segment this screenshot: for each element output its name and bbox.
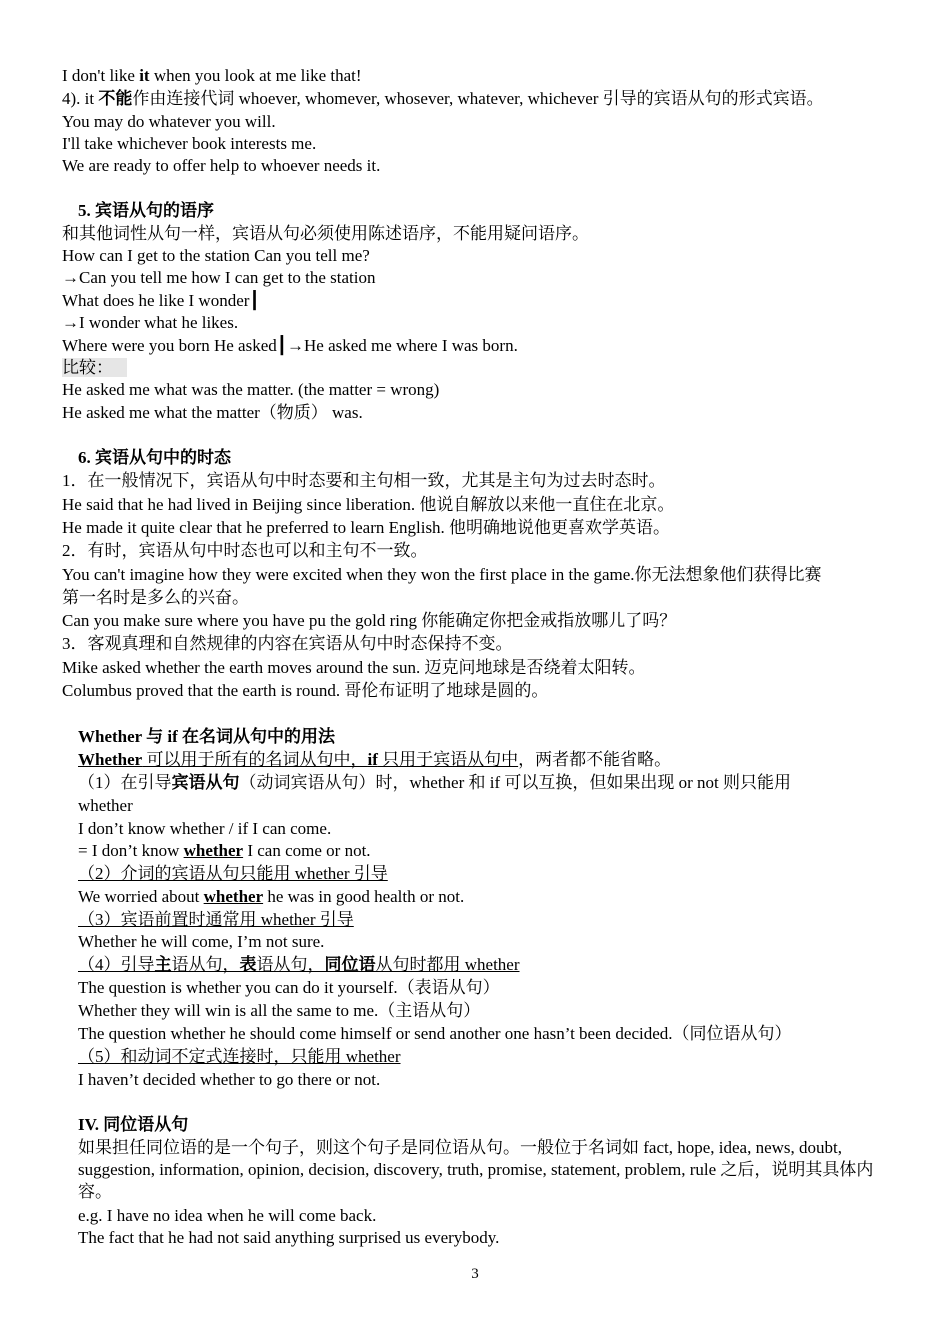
example-line: The fact that he had not said anything surprised us everybody. bbox=[78, 1228, 500, 1247]
example-line: I'll take whichever book interests me. bbox=[62, 134, 317, 153]
example-line: Whether they will win is all the same to me.（主语从句） bbox=[78, 1001, 481, 1020]
example-line: The question whether he should come himself or send another one hasn’t been decided.（同位语从句） bbox=[78, 1024, 792, 1043]
paragraph: 如果担任同位语的是一个句子，则这个句子是同位语从句。一般位于名词如 fact, hope, idea, news, doubt, suggestion, information, opinion, decision, discovery, truth, promise, statement, problem, rule 之后，说明其具体内容。 bbox=[78, 1138, 874, 1201]
text-line: 和其他词性从句一样，宾语从句必须使用陈述语序，不能用疑问语序。 bbox=[62, 224, 589, 243]
example-line: We are ready to offer help to whoever needs it. bbox=[62, 156, 381, 175]
text-line: 3．客观真理和自然规律的内容在宾语从句中时态保持不变。 bbox=[62, 634, 513, 653]
text-line: Can you make sure where you have pu the gold ring 你能确定你把金戒指放哪儿了吗？ bbox=[62, 611, 677, 630]
text-line: Where were you born He asked┃→He asked me where I was born. bbox=[62, 336, 518, 355]
underlined-term: if bbox=[367, 750, 378, 769]
text-line: →I wonder what he likes. bbox=[62, 313, 239, 332]
text-line: He asked me what the matter（物质） was. bbox=[62, 403, 363, 422]
underlined-term: whether bbox=[183, 841, 244, 860]
rule-line: （3）宾语前置时通常用 whether 引导 bbox=[78, 910, 354, 929]
example-line: I haven’t decided whether to go there or not. bbox=[78, 1070, 381, 1089]
rule-line: （4）引导主语从句，表语从句，同位语从句时都用 whether bbox=[78, 955, 520, 974]
text-line: 2．有时，宾语从句中时态也可以和主句不一致。 bbox=[62, 541, 428, 560]
underlined-term: Whether bbox=[78, 750, 143, 769]
text-line: →Can you tell me how I can get to the station bbox=[62, 268, 376, 287]
page-number: 3 bbox=[471, 1266, 479, 1282]
intro-line: Whether 可以用于所有的名词从句中，if 只用于宾语从句中，两者都不能省略。 bbox=[78, 750, 672, 769]
example-line: Whether he will come, I’m not sure. bbox=[78, 932, 325, 951]
rule-line: 4). it 不能作由连接代词 whoever, whomever, whosever, whatever, whichever 引导的宾语从句的形式宾语。 bbox=[62, 89, 824, 108]
text-line: How can I get to the station Can you tell me? bbox=[62, 246, 370, 265]
example-line: We worried about whether he was in good health or not. bbox=[78, 887, 465, 906]
example-line: = I don’t know whether I can come or not. bbox=[78, 841, 371, 860]
text-line: What does he like I wonder┃ bbox=[62, 291, 260, 310]
section-heading: 6. 宾语从句中的时态 bbox=[78, 448, 231, 467]
compare-label: 比较： bbox=[62, 357, 127, 379]
rule-line: （1）在引导宾语从句（动词宾语从句）时，whether 和 if 可以互换，但如果出现 or not 则只能用 bbox=[78, 773, 792, 792]
section-heading: 5. 宾语从句的语序 bbox=[78, 201, 214, 220]
example-line: I don’t know whether / if I can come. bbox=[78, 819, 332, 838]
text-line: He made it quite clear that he preferred to learn English. 他明确地说他更喜欢学英语。 bbox=[62, 518, 671, 537]
text-line: You can't imagine how they were excited when they won the first place in the game.你无法想象他们获得比赛 bbox=[62, 565, 822, 584]
example-line: The question is whether you can do it yourself.（表语从句） bbox=[78, 978, 500, 997]
bold-word: 不能 bbox=[98, 89, 133, 108]
underlined-term: whether bbox=[203, 887, 264, 906]
bold-word: it bbox=[139, 66, 150, 85]
sentence-line: I don't like it when you look at me like that! bbox=[62, 66, 362, 85]
bold-word: 宾语从句 bbox=[171, 773, 240, 792]
example-line: e.g. I have no idea when he will come back. bbox=[78, 1206, 377, 1225]
text-line: He said that he had lived in Beijing since liberation. 他说自解放以来他一直住在北京。 bbox=[62, 495, 675, 514]
text-line: Columbus proved that the earth is round. 哥伦布证明了地球是圆的。 bbox=[62, 681, 549, 700]
rule-line: （2）介词的宾语从句只能用 whether 引导 bbox=[78, 864, 388, 883]
text-line: He asked me what was the matter. (the matter = wrong) bbox=[62, 380, 440, 399]
rule-line-cont: whether bbox=[78, 796, 133, 815]
section-heading: Whether 与 if 在名词从句中的用法 bbox=[78, 727, 336, 746]
text-line: 1．在一般情况下，宾语从句中时态要和主句相一致，尤其是主句为过去时态时。 bbox=[62, 471, 666, 490]
text-line: Mike asked whether the earth moves around the sun. 迈克问地球是否绕着太阳转。 bbox=[62, 658, 646, 677]
rule-line: （5）和动词不定式连接时，只能用 whether bbox=[78, 1047, 401, 1066]
section-heading: IV. 同位语从句 bbox=[78, 1115, 189, 1134]
text-line: 第一名时是多么的兴奋。 bbox=[62, 588, 249, 607]
example-line: You may do whatever you will. bbox=[62, 112, 276, 131]
